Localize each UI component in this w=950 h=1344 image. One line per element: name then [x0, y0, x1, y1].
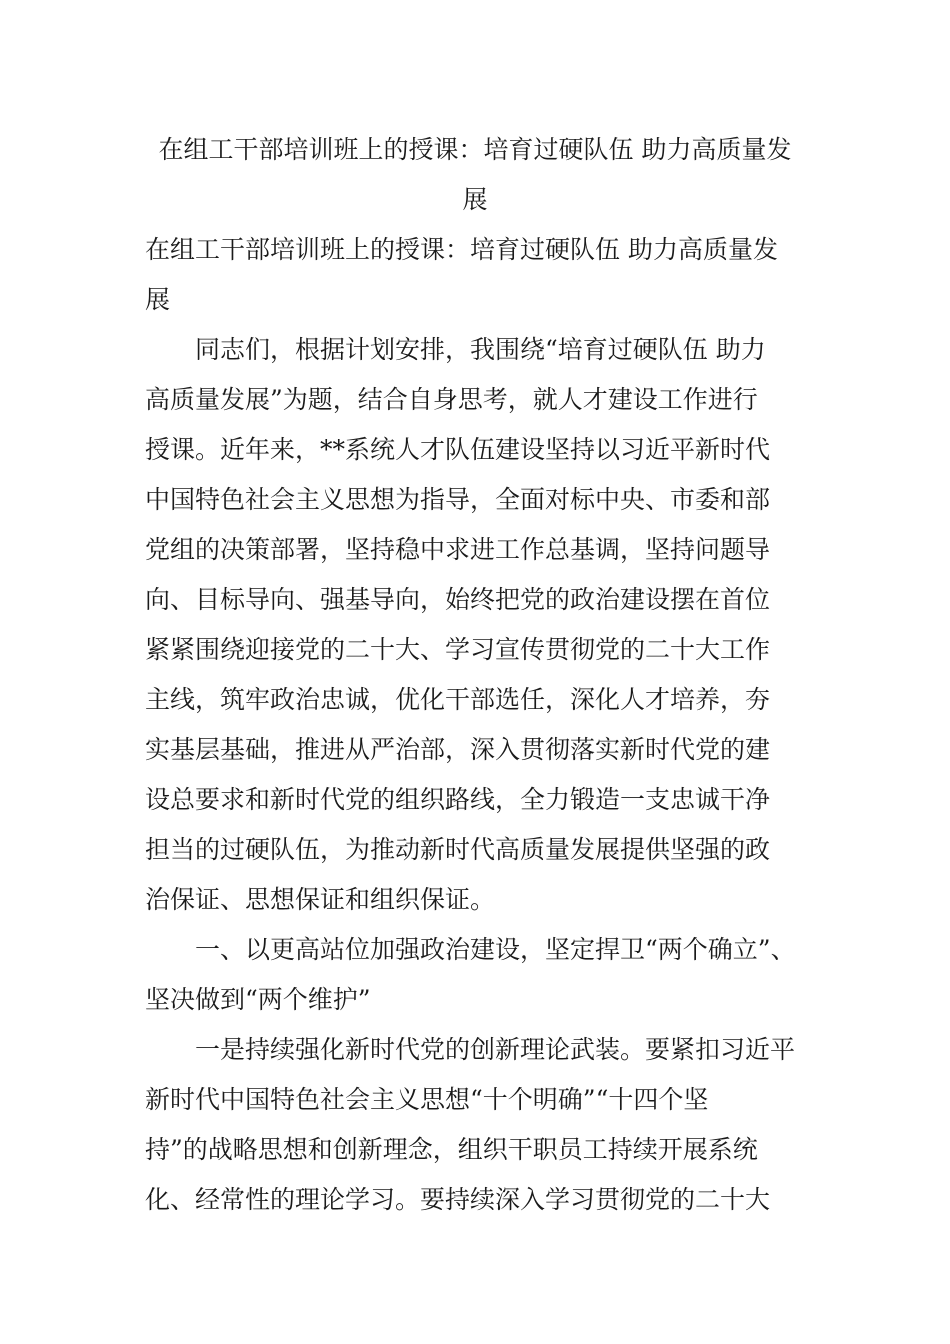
- intro-line: 治保证、思想保证和组织保证。: [145, 885, 496, 914]
- intro-line: 高质量发展”为题，结合自身思考，就人才建设工作进行: [145, 385, 758, 414]
- intro-line: 紧紧围绕迎接党的二十大、学习宣传贯彻党的二十大工作: [145, 635, 771, 664]
- document-title-line-2: 展: [462, 185, 488, 214]
- intro-line: 中国特色社会主义思想为指导，全面对标中央、市委和部: [145, 485, 771, 514]
- intro-line: 主线，筑牢政治忠诚，优化干部选任，深化人才培养，夯: [145, 685, 771, 714]
- document-title-line-1: 在组工干部培训班上的授课：培育过硬队伍 助力高质量发: [158, 135, 792, 164]
- intro-line: 授课。近年来，**系统人才队伍建设坚持以习近平新时代: [145, 435, 771, 464]
- intro-line: 担当的过硬队伍，为推动新时代高质量发展提供坚强的政: [145, 835, 771, 864]
- intro-line: 向、目标导向、强基导向，始终把党的政治建设摆在首位: [145, 585, 771, 614]
- point-1-line: 持”的战略思想和创新理念，组织干职员工持续开展系统: [145, 1135, 758, 1164]
- heading-line-1: 在组工干部培训班上的授课：培育过硬队伍 助力高质量发: [145, 235, 778, 264]
- heading-line-2: 展: [145, 285, 171, 314]
- intro-line: 设总要求和新时代党的组织路线，全力锻造一支忠诚干净: [145, 785, 771, 814]
- intro-line: 党组的决策部署，坚持稳中求进工作总基调，坚持问题导: [145, 535, 771, 564]
- point-1-line: 化、经常性的理论学习。要持续深入学习贯彻党的二十大: [145, 1185, 771, 1214]
- section-1-heading-line: 一、以更高站位加强政治建设，坚定捍卫“两个确立”、: [145, 935, 796, 964]
- section-1-heading-line: 坚决做到“两个维护”: [145, 985, 371, 1014]
- intro-line: 同志们，根据计划安排，我围绕“培育过硬队伍 助力: [145, 335, 766, 364]
- intro-line: 实基层基础，推进从严治部，深入贯彻落实新时代党的建: [145, 735, 771, 764]
- point-1-line: 一是持续强化新时代党的创新理论武装。要紧扣习近平: [145, 1035, 796, 1064]
- point-1-line: 新时代中国特色社会主义思想“十个明确”“十四个坚: [145, 1085, 709, 1114]
